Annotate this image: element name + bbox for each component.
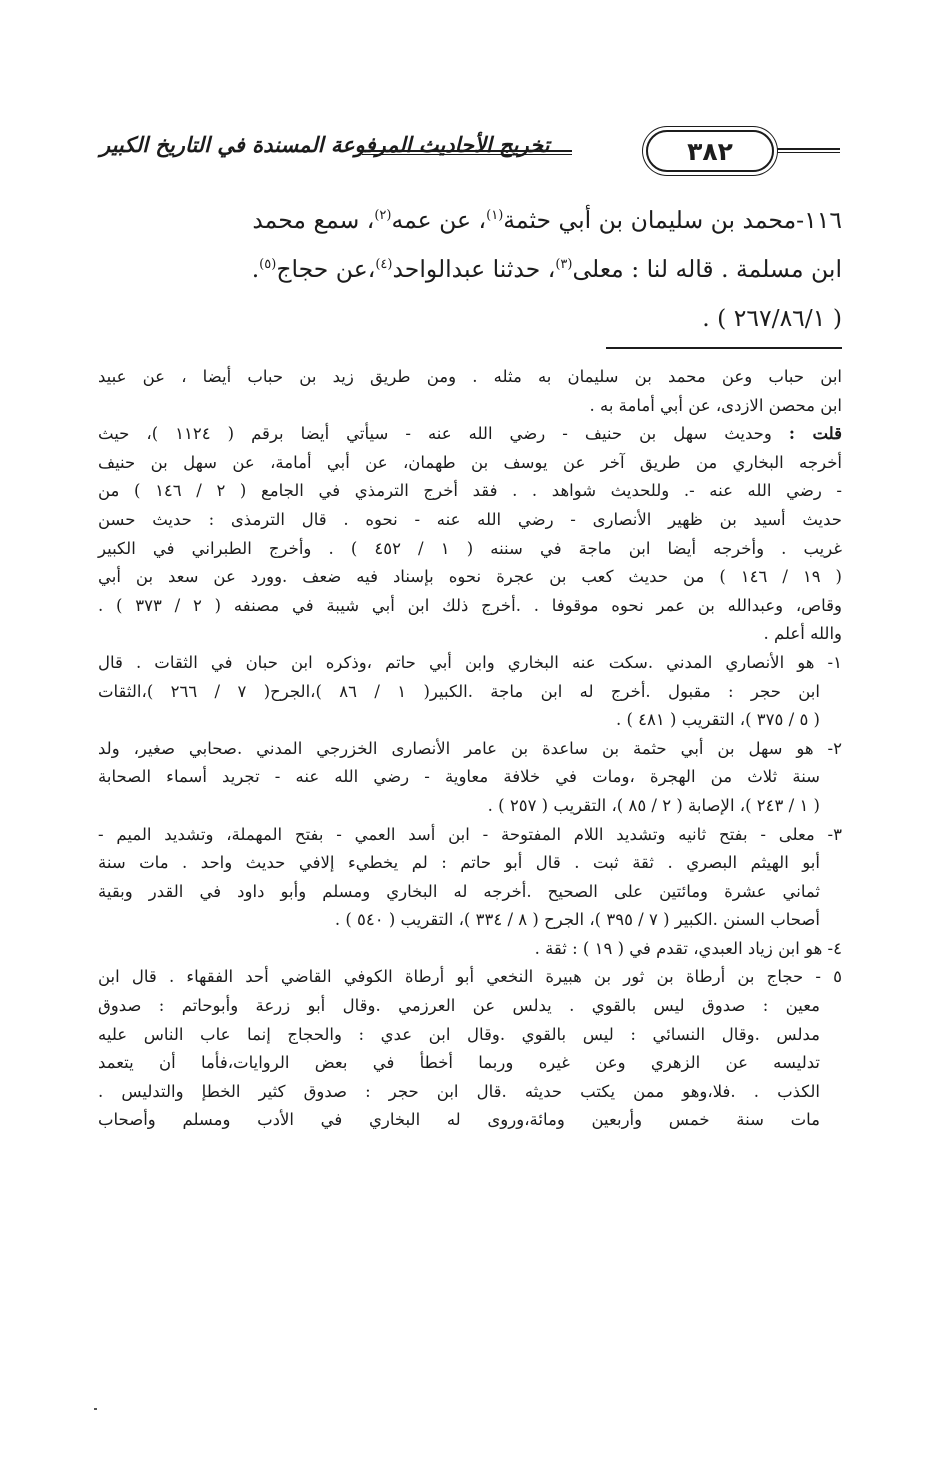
- footnote-line: أصحاب السنن .الكبير ( ٧ / ٣٩٥ )، الجرح ( ٨ / ٣٣٤ )، التقريب ( ٥٤٠ ) .: [334, 910, 820, 930]
- footnote-5: [98, 963, 842, 1135]
- footnote-line: ١- هو الأنصاري المدني .سكت عنه البخاري وابن أبي حاتم ،وذكره ابن حبان في الثقات . قال: [98, 652, 842, 672]
- footnote-line: مات سنة خمس وأربعين ومائة،وروى له البخاري في الأدب ومسلم وأصحاب: [98, 1110, 820, 1130]
- hadith-line-2: ابن مسلمة . قاله لنا : معلى$^{(٣)}$، حدثنا عبدالواحد$^{(٤)}$،عن حجاج$^{(٥)}$.: [251, 255, 842, 283]
- footnote-line: - رضي الله عنه -. وللحديث شواهد . . فقد أخرج الترمذي في الجامع ( ٢ / ١٤٦ ) من: [98, 481, 842, 501]
- page-number: ٣٨٢: [687, 136, 733, 166]
- footnote-line: ابن محصن الازدى، عن أبي أمامة به .: [589, 395, 842, 415]
- hadith-entry: [98, 196, 842, 343]
- footnote-line: وقاص، وعبدالله بن عمر نحوه موقوفا . .أخرج ذلك ابن أبي شيبة في مصنفه ( ٢ / ٣٧٣ ) .: [98, 595, 842, 615]
- footnote-continuation: [98, 363, 842, 420]
- footnotes: [98, 363, 842, 1135]
- page-number-badge: [646, 130, 774, 172]
- print-speck: [94, 1408, 97, 1410]
- footnote-line: تدليسه عن الزهري وعن غيره وربما أخطأ في بعض الروايات،فأما أن يتعمد: [98, 1053, 820, 1073]
- footnote-4: [98, 935, 842, 964]
- footnote-line: سنة ثلاث من الهجرة ،ومات في خلافة معاوية - رضي الله عنه - تجريد أسماء الصحابة: [98, 767, 820, 787]
- hadith-line-3: [98, 294, 842, 343]
- footnote-separator: [606, 347, 842, 349]
- footnote-line: ( ٥ / ٣٧٥ )، التقريب ( ٤٨١ ) .: [616, 710, 820, 730]
- footnote-line: أبو الهيثم البصري . ثقة ثبت . قال أبو حاتم : لم يخطيء إلافي حديث واحد . مات سنة: [98, 853, 820, 873]
- footnote-line: ابن حجر : مقبول .أخرج له ابن ماجة .الكبير( ١ / ٨٦ )،الجرح( ٧ / ٢٦٦ )،الثقات: [98, 681, 820, 701]
- footnote-line: والله أعلم .: [763, 624, 842, 644]
- footnote-ref-4: (٤): [375, 257, 393, 273]
- footnote-line: ٣- معلى - بفتح ثانيه وتشديد اللام المفتوحة - ابن أسد العمي - بفتح المهملة، وتشديد الميم -: [98, 824, 842, 844]
- footnote-line: غريب . وأخرجه أيضا ابن ماجة في سننه ( ١ / ٤٥٢ ) . وأخرج الطبراني في الكبير: [98, 538, 842, 558]
- qult-note: [98, 420, 842, 649]
- footnote-line: حديث أسيد بن ظهير الأنصارى - رضي الله عنه - نحوه . قال الترمذى : حديث حسن: [98, 509, 842, 529]
- footnote-ref-5: (٥): [259, 257, 277, 273]
- footnote-line: ابن حباب وعن محمد بن سليمان به مثله . ومن طريق زيد بن حباب أيضا ، عن عبيد: [98, 367, 842, 386]
- footnote-ref-3: (٣): [555, 257, 573, 273]
- running-header: [100, 128, 840, 174]
- footnote-line: ٤- هو ابن زياد العبدي، تقدم في ( ١٩ ) : ثقة .: [534, 938, 842, 958]
- footnote-line: ( ١ / ٢٤٣ )، الإصابة ( ٢ / ٨٥ )، التقريب ( ٢٥٧ ) .: [487, 795, 820, 815]
- footnote-line: ٥ - حجاج بن أرطاة بن ثور بن هبيرة النخعي أبو أرطاة الكوفي القاضي أحد الفقهاء . قال ابن: [98, 967, 842, 987]
- footnote-line: مدلس .وقال النسائي : ليس بالقوي .وقال ابن عدي : والحجاج إنما عاب الناس عليه: [98, 1024, 820, 1044]
- footnote-3: [98, 821, 842, 935]
- footnote-line: الكذب . .فلا،وهو ممن يكتب حديثه .قال ابن حجر : صدوق كثير الخطإ والتدليس .: [98, 1081, 820, 1101]
- footnote-2: [98, 735, 842, 821]
- footnote-line: أخرجه البخاري من طريق آخر عن يوسف بن طهمان، عن أبي أمامة، عن سهل بن حنيف: [98, 452, 842, 472]
- book-title: تخريج الأحاديث المرفوعة المسندة في التاريخ الكبير: [100, 132, 550, 157]
- footnote-line: ٢- هو سهل بن أبي حثمة بن ساعدة بن عامر الأنصارى الخزرجي المدني .صحابي صغير، ولد: [98, 738, 842, 758]
- footnote-ref-2: (٢): [374, 208, 392, 224]
- qult-label: قلت :: [788, 424, 843, 444]
- footnote-1: [98, 649, 842, 735]
- hadith-line-1: ١١٦-محمد بن سليمان بن أبي حثمة$^{(١)}$، عن عمه$^{(٢)}$، سمع محمد: [252, 206, 842, 234]
- footnote-line: معين : صدوق ليس بالقوي . يدلس عن العرزمي .وقال أبو زرعة وأبوحاتم : صدوق: [98, 996, 820, 1016]
- footnote-ref-1: (١): [486, 208, 504, 224]
- header-rule-right: [774, 148, 840, 153]
- hadith-source-reference: ( ٢٦٧/٨٦/١ ) .: [702, 304, 842, 332]
- footnote-line: ثماني عشرة ومائتين على الصحيح .أخرجه له البخاري ومسلم وأبو داود في القدر وبقية: [98, 881, 820, 901]
- footnote-line: ( ١٩ / ١٤٦ ) من حديث كعب بن عجرة نحوه بإسناد فيه ضعف .وورد عن سعد بن أبي: [98, 567, 842, 587]
- footnote-line: قلت : وحديث سهل بن حنيف - رضي الله عنه - سيأتي أيضا برقم ( ١١٢٤ )، حيث: [98, 424, 843, 444]
